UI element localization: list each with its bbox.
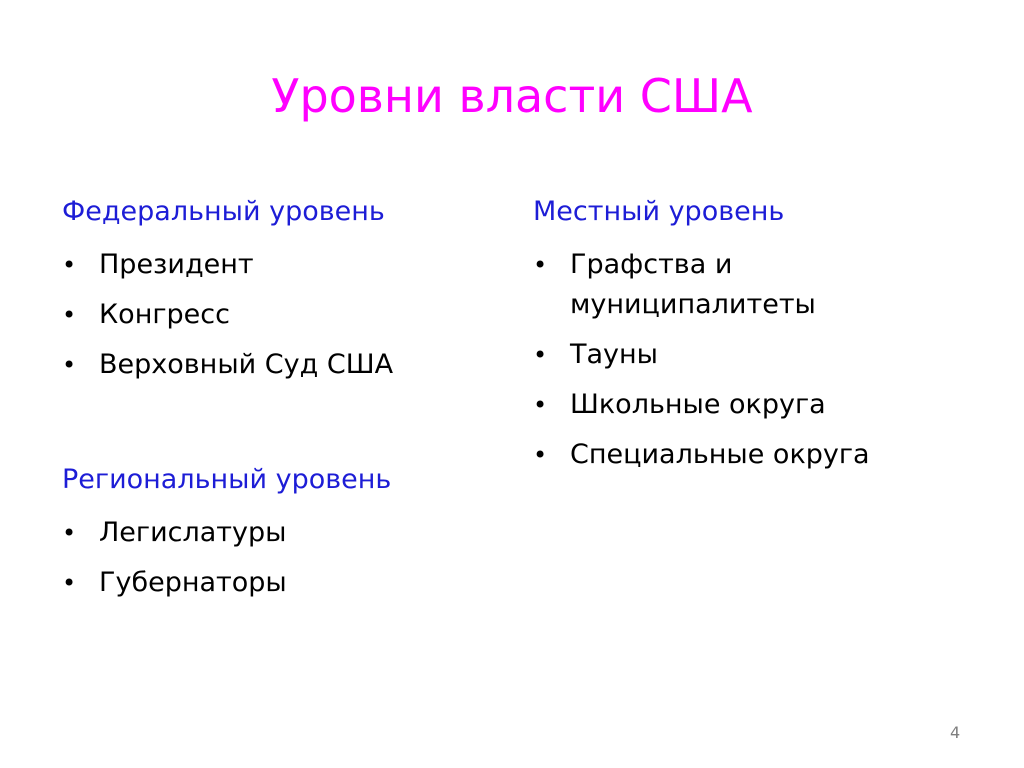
federal-level-heading: Федеральный уровень: [62, 196, 385, 227]
bullet-dot-icon: •: [533, 251, 548, 279]
bullet-dot-icon: •: [62, 351, 77, 379]
federal-level-list: [62, 245, 502, 385]
list-item: [62, 245, 502, 285]
bullet-dot-icon: •: [533, 441, 548, 469]
bullet-dot-icon: •: [533, 341, 548, 369]
local-level-list: [533, 245, 973, 475]
list-item-text: Специальные округа: [570, 439, 870, 470]
list-item-text: Легислатуры: [99, 517, 287, 548]
bullet-dot-icon: •: [62, 519, 77, 547]
list-item: [62, 563, 502, 603]
list-item-text: Графства и муниципалитеты: [570, 249, 816, 320]
section-spacer: [62, 395, 502, 455]
bullet-dot-icon: •: [62, 251, 77, 279]
list-item: [62, 513, 502, 553]
slide-title: Уровни власти США: [271, 69, 753, 123]
right-column: [533, 187, 973, 485]
list-item-text: Губернаторы: [99, 567, 287, 598]
list-item: [62, 345, 502, 385]
list-item: [533, 335, 973, 375]
list-item: [533, 385, 973, 425]
list-item-text: Школьные округа: [570, 389, 826, 420]
regional-level-heading: Региональный уровень: [62, 464, 392, 495]
list-item: [533, 245, 880, 325]
bullet-dot-icon: •: [62, 569, 77, 597]
regional-level-list: [62, 513, 502, 603]
left-column: [62, 187, 502, 613]
list-item-text: Верховный Суд США: [99, 349, 394, 380]
bullet-dot-icon: •: [533, 391, 548, 419]
bullet-dot-icon: •: [62, 301, 77, 329]
list-item-text: Президент: [99, 249, 254, 280]
list-item-text: Конгресс: [99, 299, 230, 330]
list-item: [533, 435, 973, 475]
list-item-text: Тауны: [570, 339, 658, 370]
local-level-heading: Местный уровень: [533, 196, 785, 227]
page-number: 4: [950, 723, 961, 742]
list-item: [62, 295, 502, 335]
